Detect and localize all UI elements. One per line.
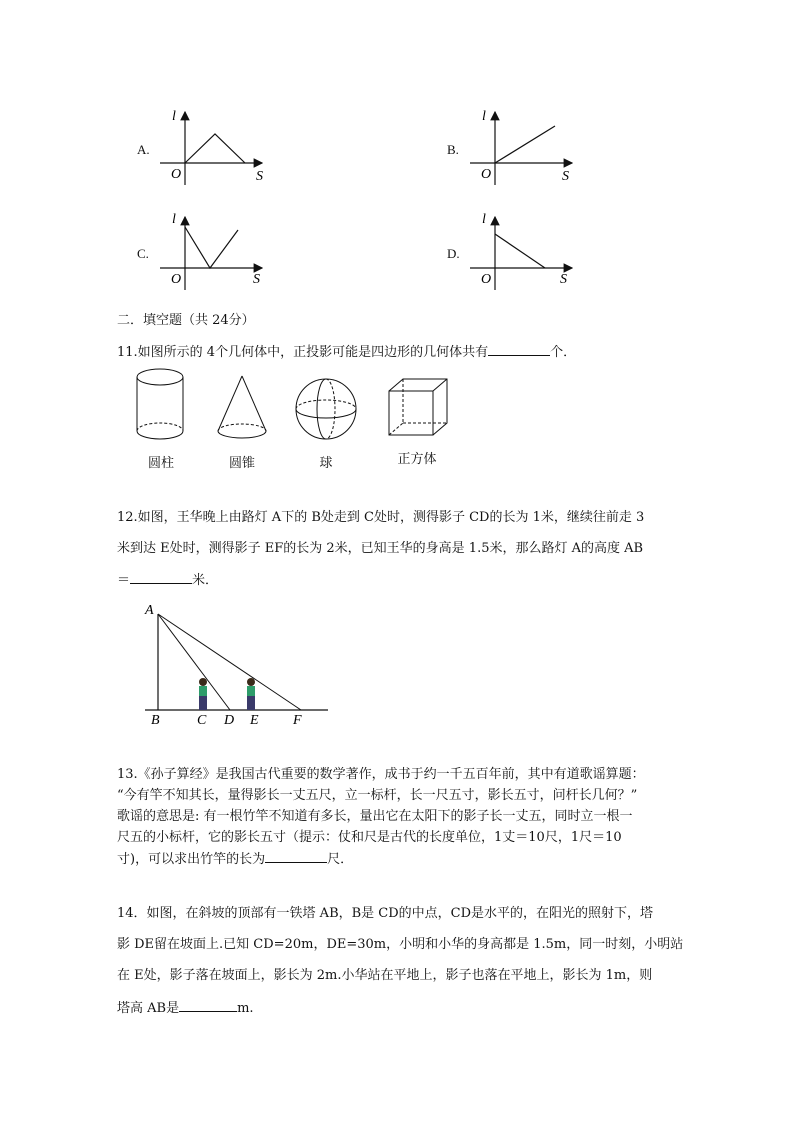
sphere-caption: 球: [319, 456, 333, 471]
y-axis-label: l: [172, 212, 176, 227]
q12-text-before: ＝: [117, 573, 131, 588]
option-a-graph: [150, 100, 280, 190]
q13-text-after: 尺．: [327, 852, 354, 867]
q14-text-after: m.: [237, 1001, 254, 1016]
q13-line5: [117, 849, 353, 870]
cylinder-figure: [133, 366, 189, 446]
origin-label: O: [481, 272, 492, 287]
origin-label: O: [171, 167, 182, 182]
q14-line3: 在 E处，影子落在坡面上，影长为 2m.小华站在平地上，影子也落在平地上，影长为 1m，则: [117, 968, 653, 983]
point-a-label: A: [145, 603, 154, 618]
x-axis-label: S: [256, 169, 263, 184]
q14-line4: [117, 998, 254, 1019]
q14-line2: 影 DE留在坡面上.已知 CD=20m，DE=30m，小明和小华的身高都是 1.5m，同一时刻，小明站: [117, 937, 684, 952]
q12-text-after: 米．: [192, 573, 219, 588]
q11-text-before: 11.如图所示的 4个几何体中，正投影可能是四边形的几何体共有: [117, 345, 489, 360]
cone-figure: [214, 372, 270, 444]
section-title: 二．填空题（共 24分）: [117, 313, 255, 328]
q13-line3: 歌谣的意思是: 有一根竹竿不知道有多长，量出它在太阳下的影子长一丈五，同时立一根一: [117, 809, 633, 824]
y-axis-label: l: [482, 109, 486, 124]
option-c-graph: [150, 205, 280, 295]
q12-line3: [117, 570, 218, 591]
origin-label: O: [171, 272, 182, 287]
option-c-label: C.: [137, 246, 149, 261]
light-ray-1: [158, 614, 230, 710]
x-axis-label: S: [560, 272, 567, 287]
option-a-label: A.: [137, 142, 150, 157]
x-axis-label: S: [562, 169, 569, 184]
sphere-figure: [293, 376, 359, 442]
y-axis-label: l: [172, 109, 176, 124]
option-b-graph: [460, 100, 590, 190]
q11-text: [117, 342, 576, 363]
x-axis-label: S: [253, 272, 260, 287]
y-axis-label: l: [482, 212, 486, 227]
q11-text-after: 个．: [550, 345, 577, 360]
q13-line4: 尺五的小标杆，它的影长五寸（提示：仗和尺是古代的长度单位，1丈＝10尺，1尺＝10: [117, 830, 622, 845]
cone-caption: 圆锥: [228, 456, 255, 471]
point-f-label: F: [293, 713, 302, 728]
cylinder-caption: 圆柱: [147, 456, 174, 471]
person-at-c-icon: [199, 678, 207, 710]
point-c-label: C: [197, 713, 207, 728]
q13-line1: 13.《孙子算经》是我国古代重要的数学著作，成书于约一千五百年前，其中有道歌谣算题：: [117, 767, 645, 782]
point-d-label: D: [224, 713, 235, 728]
cube-figure: [386, 376, 450, 438]
point-b-label: B: [151, 713, 160, 728]
q12-line1: 12.如图，王华晚上由路灯 A下的 B处走到 C处时，测得影子 CD的长为 1米，继续往前走 3: [117, 510, 645, 525]
q13-answer-blank[interactable]: [265, 849, 327, 863]
person-at-e-icon: [247, 678, 255, 710]
q14-answer-blank[interactable]: [179, 998, 237, 1012]
q14-line1: 14．如图，在斜坡的顶部有一铁塔 AB，B是 CD的中点，CD是水平的，在阳光的照射下，塔: [117, 906, 654, 921]
origin-label: O: [481, 167, 492, 182]
cube-caption: 正方体: [397, 452, 437, 467]
q13-text-before: 寸)，可以求出竹竿的长为: [117, 852, 266, 867]
streetlight-figure: [140, 600, 340, 728]
option-d-graph: [460, 205, 590, 295]
q12-answer-blank[interactable]: [130, 570, 192, 584]
light-ray-2: [158, 614, 301, 710]
q11-answer-blank[interactable]: [488, 342, 550, 356]
point-e-label: E: [250, 713, 259, 728]
q13-line2: “今有竿不知其长，量得影长一丈五尺，立一标杆，长一尺五寸，影长五寸，问杆长几何？”: [117, 788, 638, 803]
option-d-label: D.: [447, 246, 460, 261]
q12-line2: 米到达 E处时，测得影子 EF的长为 2米，已知王华的身高是 1.5米，那么路灯 A的高度 AB: [117, 541, 644, 556]
q14-text-before: 塔高 AB是: [117, 1001, 180, 1016]
option-b-label: B.: [447, 142, 459, 157]
